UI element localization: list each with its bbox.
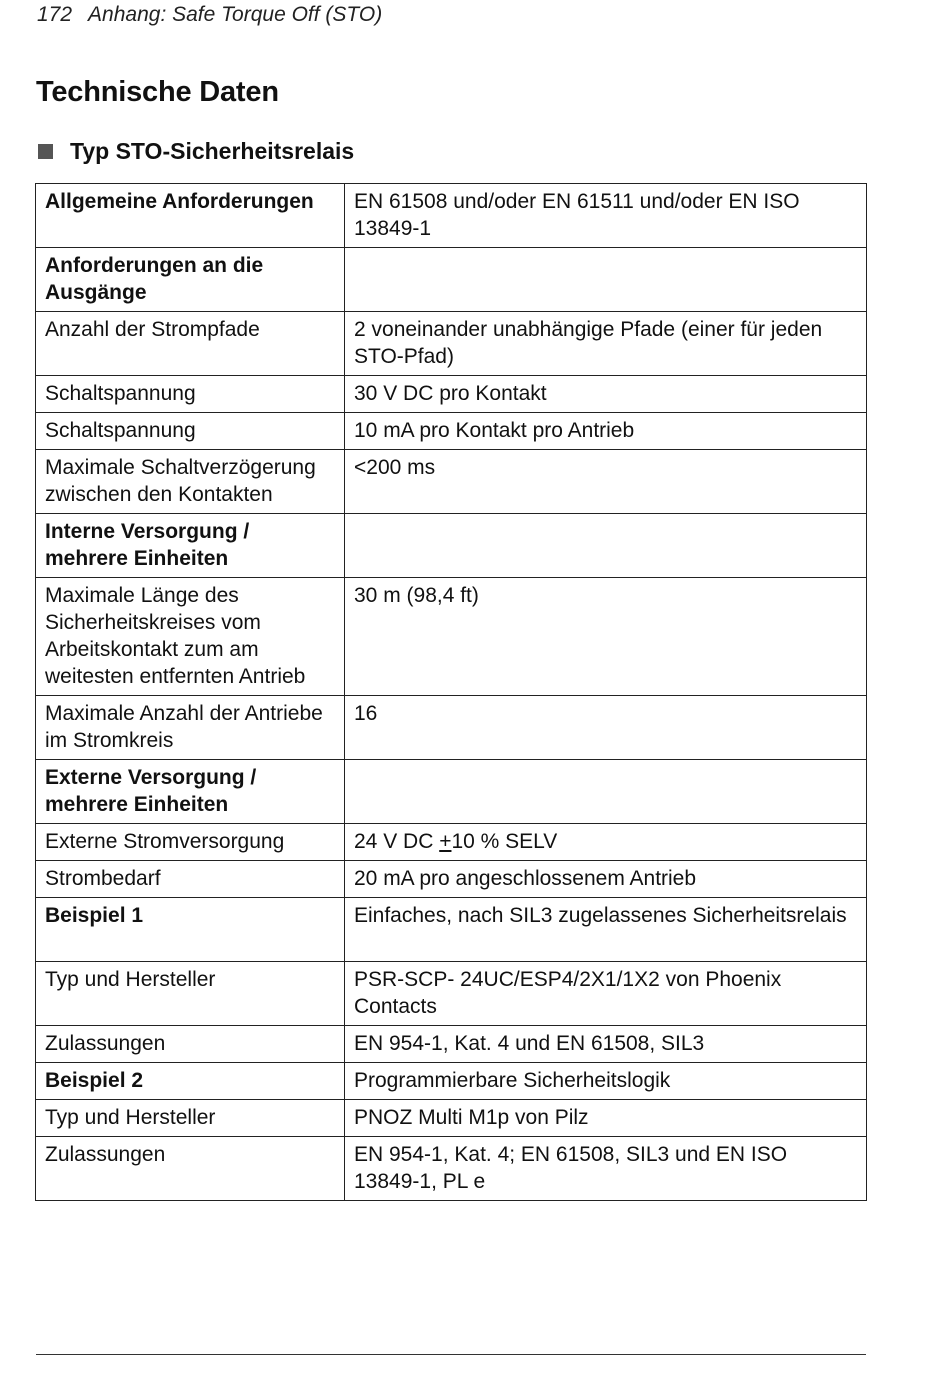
table-row (36, 184, 867, 248)
table-row (36, 376, 867, 413)
running-header-title: Anhang: Safe Torque Off (STO) (88, 3, 383, 26)
row-value: <200 ms (345, 450, 867, 514)
table-row (36, 861, 867, 898)
table-row (36, 450, 867, 514)
row-label: Interne Versorgung / mehrere Einheiten (36, 514, 345, 578)
table-row (36, 1137, 867, 1201)
row-label: Anforderungen an die Ausgänge (36, 248, 345, 312)
row-label: Schaltspannung (36, 413, 345, 450)
row-value: 2 voneinander unabhängige Pfade (einer für jeden STO-Pfad) (345, 312, 867, 376)
plus-minus-symbol: + (439, 830, 452, 853)
value-prefix: 24 V DC (354, 830, 440, 853)
row-value: 30 m (98,4 ft) (345, 578, 867, 696)
row-value: Programmierbare Sicherheitslogik (345, 1063, 867, 1100)
row-value: PNOZ Multi M1p von Pilz (345, 1100, 867, 1137)
row-label: Externe Versorgung / mehrere Einheiten (36, 760, 345, 824)
table-row (36, 248, 867, 312)
page-number: 172 (37, 3, 73, 26)
table-row (36, 962, 867, 1026)
table-row (36, 760, 867, 824)
square-bullet-icon (38, 144, 53, 159)
row-value (345, 248, 867, 312)
section-heading-text: Typ STO-Sicherheitsrelais (70, 138, 355, 164)
row-label: Zulassungen (36, 1026, 345, 1063)
row-label: Maximale Länge des Sicherheitskreises vom Arbeitskontakt zum am weitesten entfernten Antrieb (36, 578, 345, 696)
page-title: Technische Daten (36, 76, 279, 108)
row-label: Allgemeine Anforderungen (36, 184, 345, 248)
table-row (36, 312, 867, 376)
spec-table (35, 183, 867, 1201)
row-label: Beispiel 1 (36, 898, 345, 962)
row-value (345, 760, 867, 824)
table-row (36, 824, 867, 861)
table-row (36, 514, 867, 578)
table-row (36, 413, 867, 450)
row-value: EN 954-1, Kat. 4 und EN 61508, SIL3 (345, 1026, 867, 1063)
row-value: 30 V DC pro Kontakt (345, 376, 867, 413)
row-label: Typ und Hersteller (36, 962, 345, 1026)
running-header (37, 3, 382, 27)
table-row (36, 1063, 867, 1100)
table-row (36, 696, 867, 760)
row-label: Anzahl der Strompfade (36, 312, 345, 376)
table-row (36, 578, 867, 696)
row-label: Maximale Anzahl der Antriebe im Stromkreis (36, 696, 345, 760)
row-label: Strombedarf (36, 861, 345, 898)
row-label: Beispiel 2 (36, 1063, 345, 1100)
row-value: Einfaches, nach SIL3 zugelassenes Sicherheitsrelais (345, 898, 867, 962)
table-row (36, 1100, 867, 1137)
row-value: PSR-SCP- 24UC/ESP4/2X1/1X2 von Phoenix Contacts (345, 962, 867, 1026)
row-value (345, 514, 867, 578)
row-label: Externe Stromversorgung (36, 824, 345, 861)
row-value (345, 824, 867, 861)
table-row (36, 898, 867, 962)
row-label: Maximale Schaltverzögerung zwischen den Kontakten (36, 450, 345, 514)
section-heading (38, 138, 354, 165)
row-value: 16 (345, 696, 867, 760)
row-value: 20 mA pro angeschlossenem Antrieb (345, 861, 867, 898)
value-suffix: 10 % SELV (451, 830, 558, 853)
row-value: EN 954-1, Kat. 4; EN 61508, SIL3 und EN ISO 13849-1, PL e (345, 1137, 867, 1201)
table-row (36, 1026, 867, 1063)
row-label: Typ und Hersteller (36, 1100, 345, 1137)
row-value: EN 61508 und/oder EN 61511 und/oder EN ISO 13849-1 (345, 184, 867, 248)
row-label: Schaltspannung (36, 376, 345, 413)
row-label: Zulassungen (36, 1137, 345, 1201)
footer-divider (36, 1354, 866, 1355)
row-value: 10 mA pro Kontakt pro Antrieb (345, 413, 867, 450)
